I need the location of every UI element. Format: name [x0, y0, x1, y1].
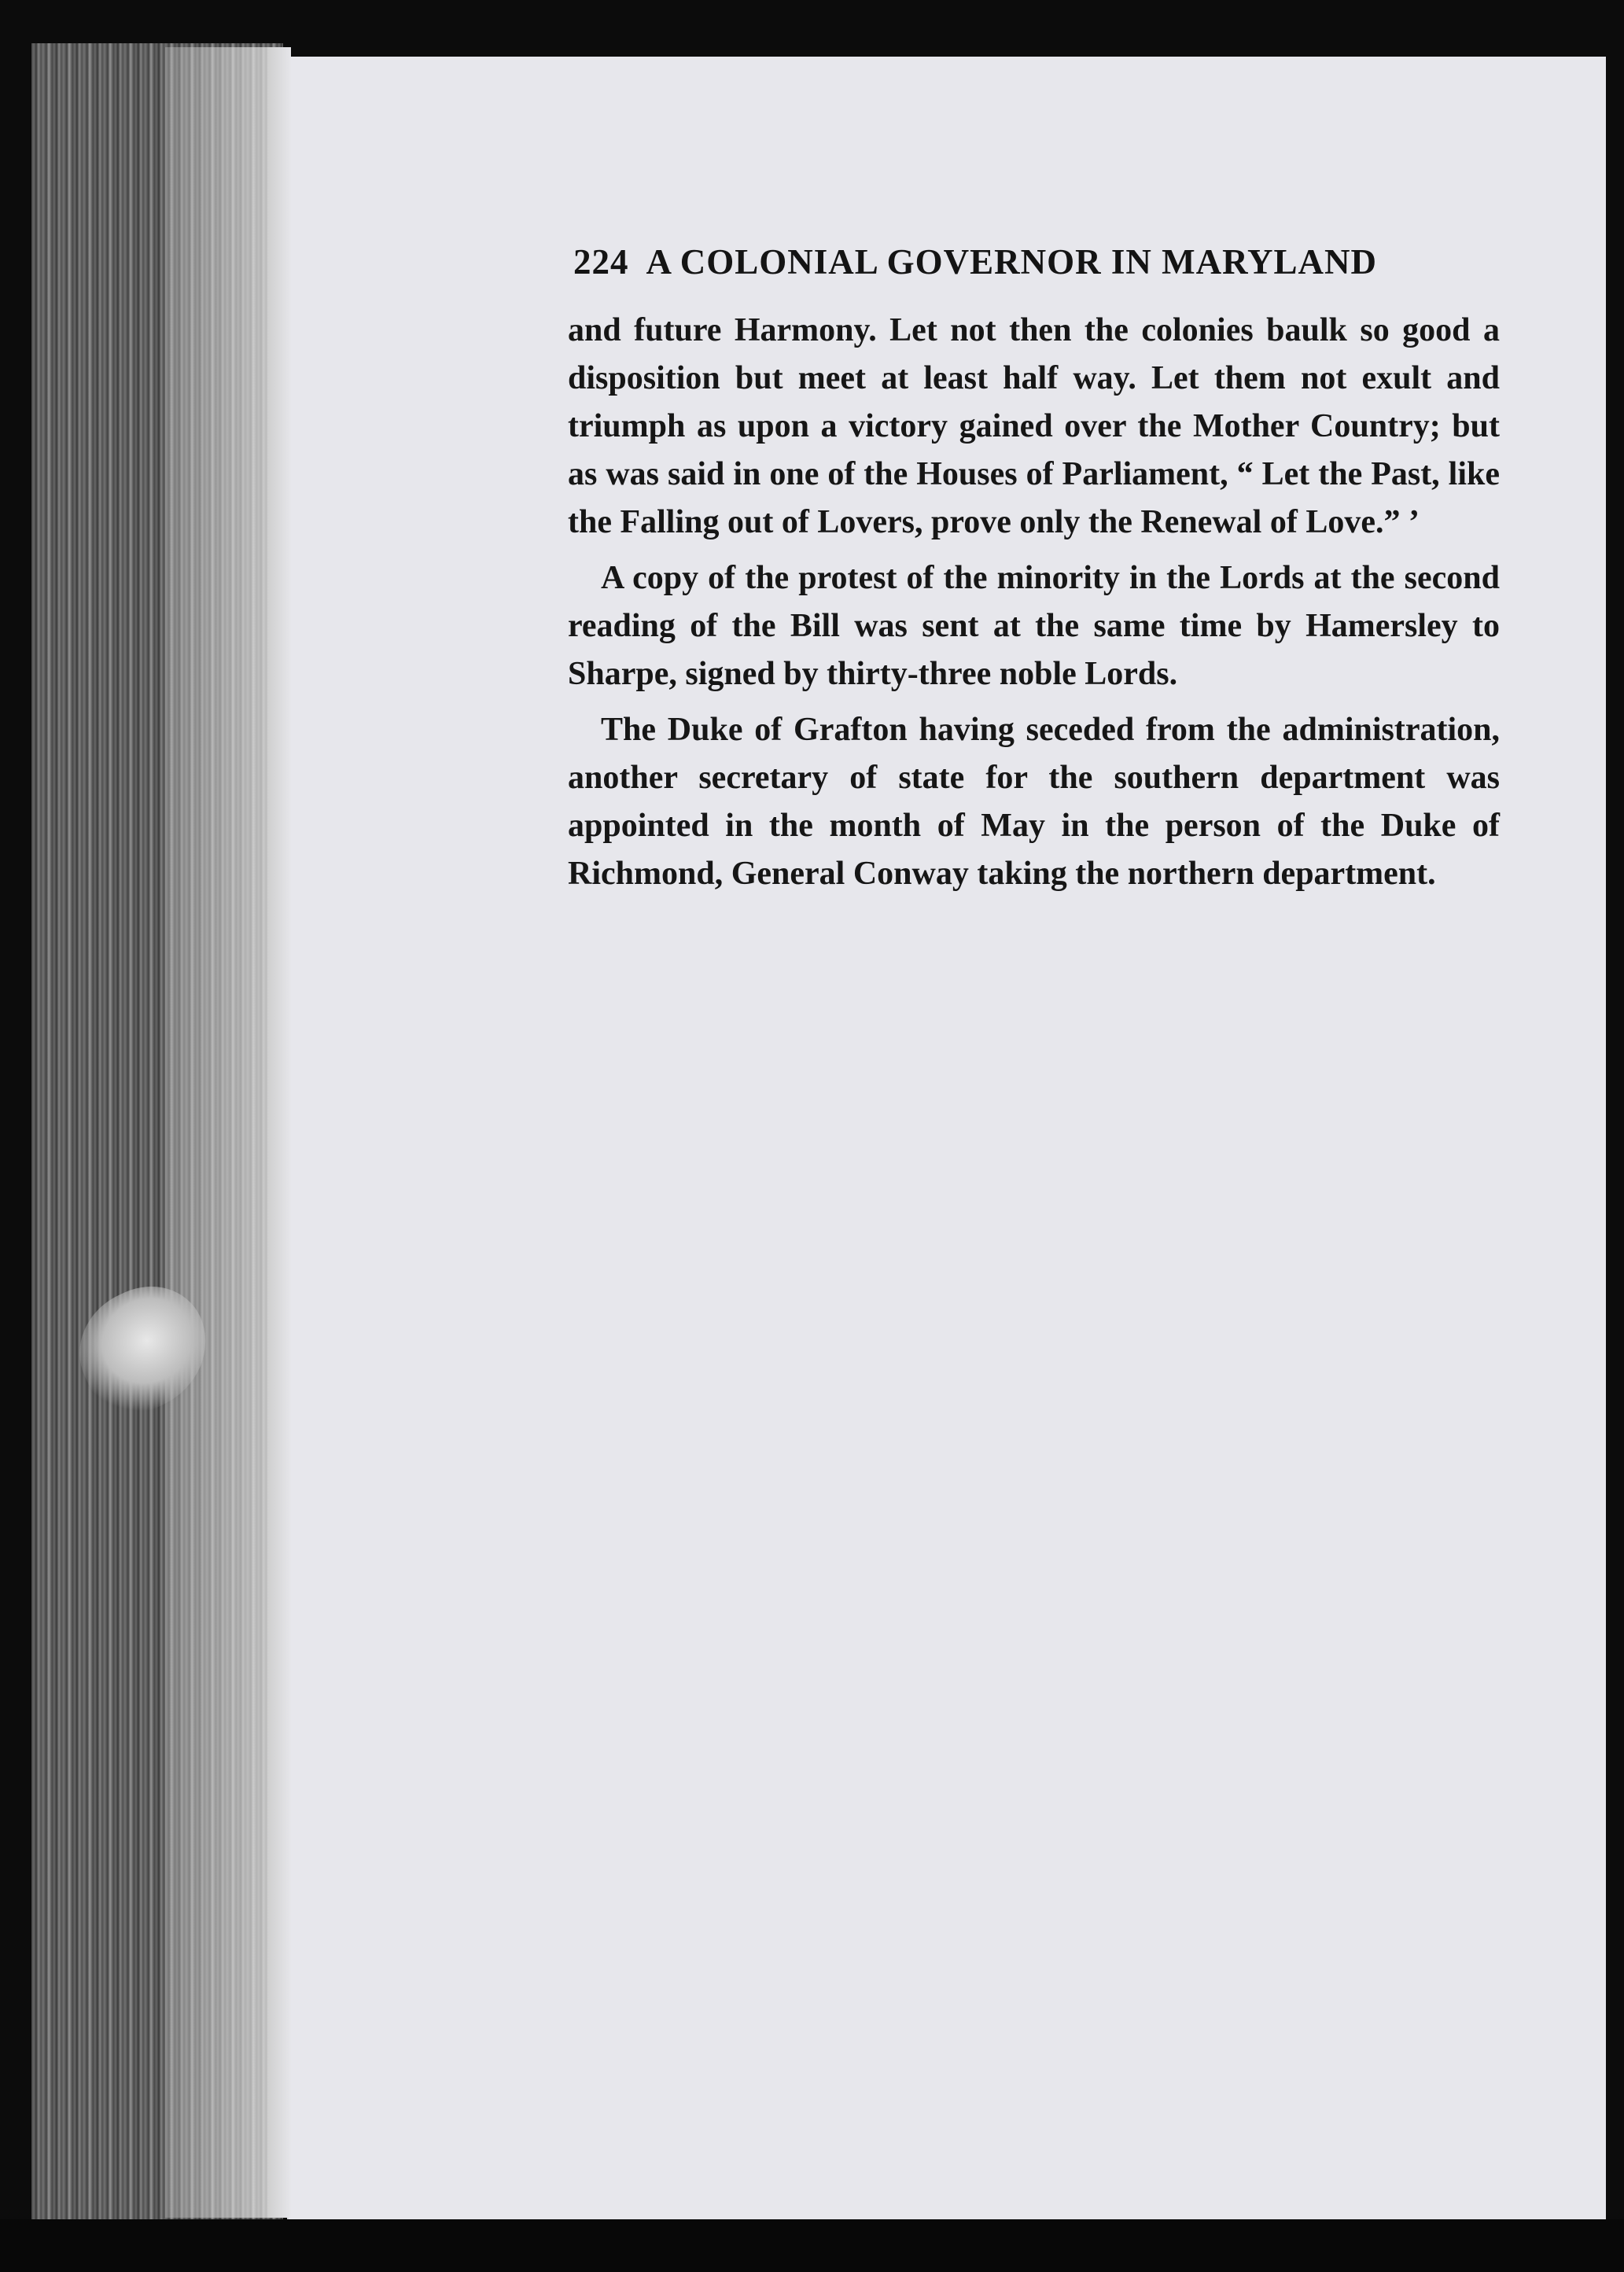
paragraph-protest: A copy of the protest of the minority in the Lords at the second reading of the Bill was sent at the same time by Hamersley to Sharpe, signed by thirty-three noble Lords.	[568, 560, 1500, 692]
running-title: A COLONIAL GOVERNOR IN MARYLAND	[646, 242, 1377, 282]
paragraph-continuation: and future Harmony. Let not then the colonies baulk so good a disposition but meet at least half way. Let them not exult and triumph as upon a victory gained over the Mother Country; but as was said in one of the Houses of Parliament, “ Let the Past, like the Falling out of Lovers, prove only the Renewal of Love.” ’	[568, 312, 1500, 540]
body-text	[568, 307, 1500, 906]
book-page	[287, 57, 1606, 2219]
page-number: 224	[573, 242, 629, 282]
paragraph-grafton: The Duke of Grafton having seceded from the administration, another secretary of state for the southern department was appointed in the month of May in the person of the Duke of Richmond, General Conway taking the northern department.	[568, 712, 1500, 892]
scan-bottom-border	[0, 2219, 1624, 2272]
page-edge-highlight	[165, 47, 283, 2218]
running-header	[573, 241, 1486, 282]
page-gutter-shadow	[267, 47, 291, 2218]
